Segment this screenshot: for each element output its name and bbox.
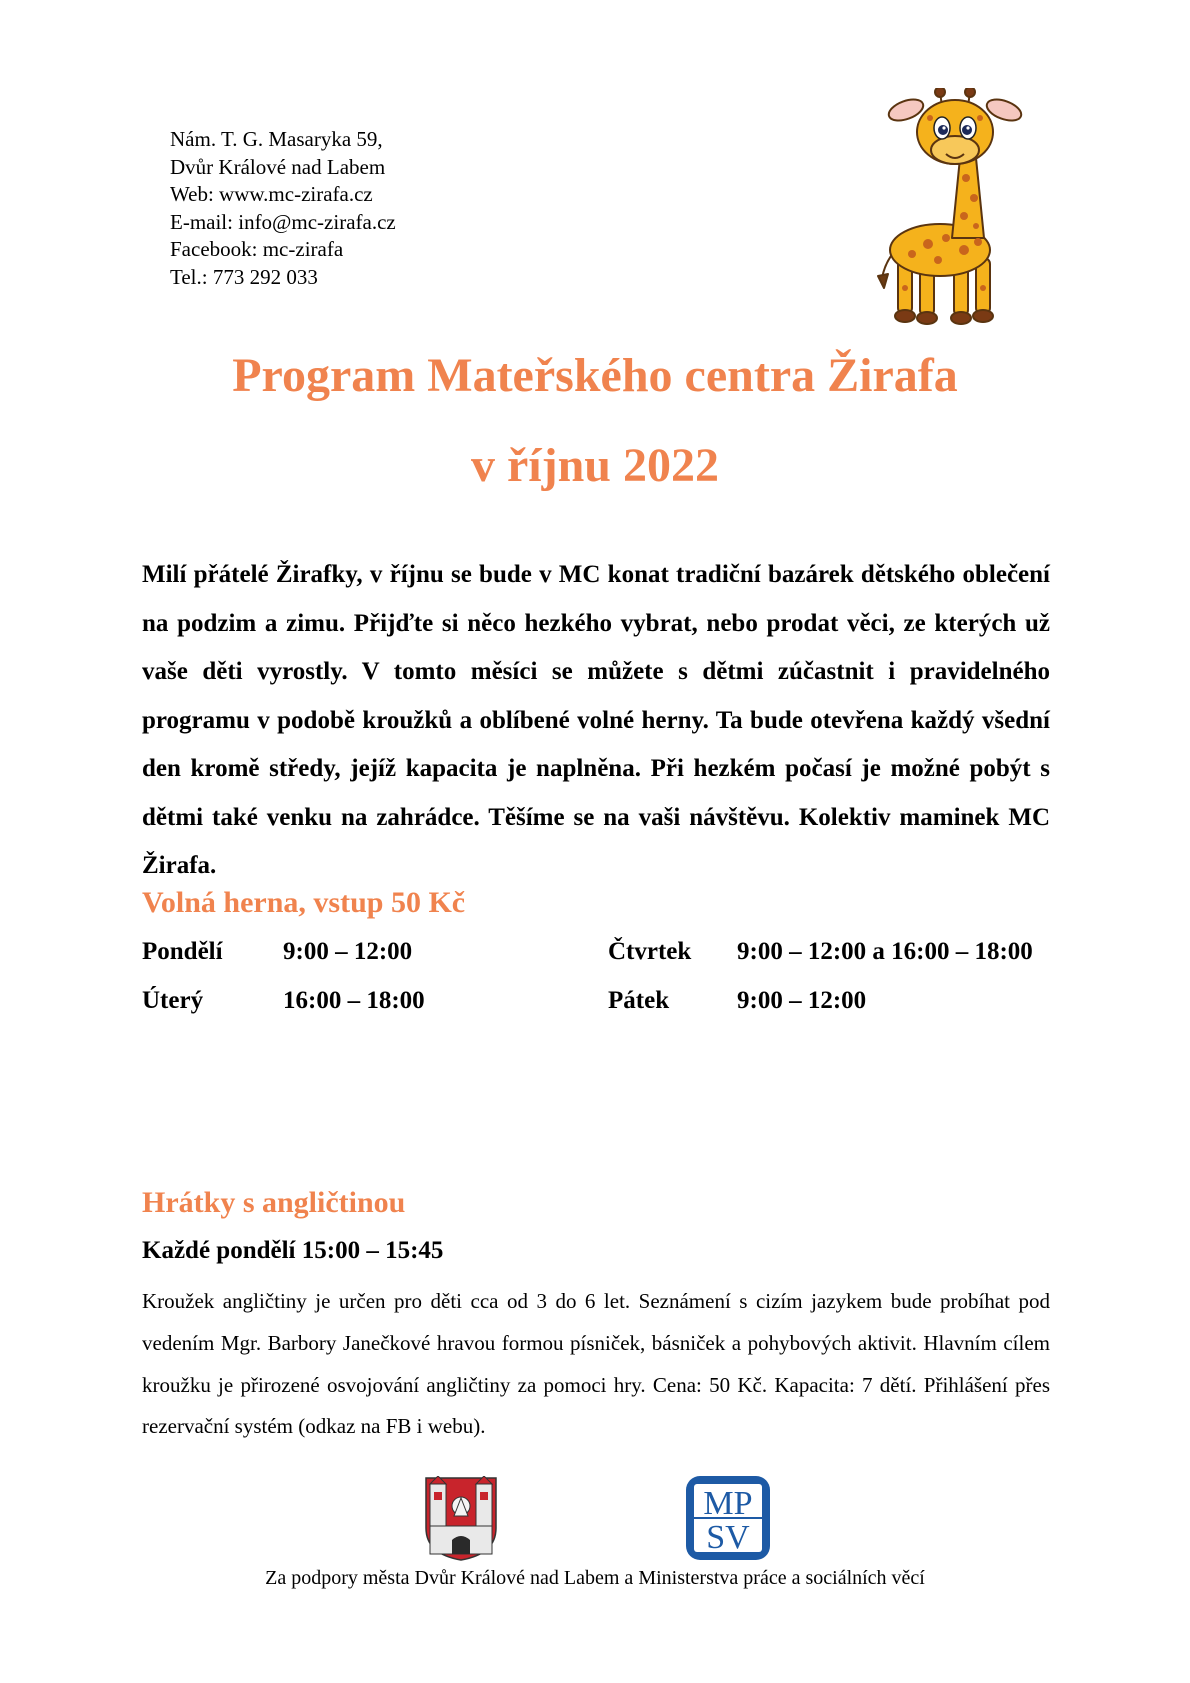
schedule-day: Pátek [608, 987, 670, 1014]
contact-block [170, 126, 396, 292]
town-crest-icon [424, 1476, 498, 1562]
schedule-time: 16:00 – 18:00 [283, 987, 425, 1014]
email-link[interactable]: E-mail: info@mc-zirafa.cz [170, 209, 396, 234]
english-heading: Hrátky s angličtinou [142, 1186, 406, 1219]
footer-sponsors: Za podpory města Dvůr Králové nad Labem a Ministerstva práce a sociálních věcí [265, 1567, 925, 1589]
schedule-time: 9:00 – 12:00 [283, 938, 413, 965]
mpsv-logo-bottom: SV [706, 1519, 750, 1556]
address-line-1: Nám. T. G. Masaryka 59, [170, 127, 383, 151]
english-schedule: Každé pondělí 15:00 – 15:45 [142, 1237, 444, 1264]
schedule-time: 9:00 – 12:00 a 16:00 – 18:00 [737, 938, 1033, 965]
schedule-day: Úterý [142, 987, 204, 1014]
schedule-day: Čtvrtek [608, 938, 692, 965]
page-subtitle: v říjnu 2022 [470, 439, 719, 492]
facebook-link[interactable]: Facebook: mc-zirafa [170, 237, 344, 262]
mpsv-logo-icon [684, 1474, 772, 1562]
schedule-day: Pondělí [142, 938, 223, 965]
intro-paragraph: Milí přátelé Žirafky, v říjnu se bude v MC konat tradiční bazárek dětského oblečení na podzim a zimu. Přijďte si něco hezkého vybrat, nebo prodat věci, ze kterých už vaše děti vyrostly. V tomto měsíci se můžete s dětmi zúčastnit i pravidelného programu v podobě kroužků a oblíbené volné herny. Ta bude otevřena každý všední den kromě středy, jejíž kapacita je naplněna. Při hezkém počasí je možné pobýt s dětmi také venku na zahrádce. Těšíme se na vaši návštěvu. Kolektiv maminek MC Žirafa. [142, 561, 1050, 879]
playroom-heading: Volná herna, vstup 50 Kč [142, 886, 466, 919]
address-line-2: Dvůr Králové nad Labem [170, 154, 386, 179]
schedule-time: 9:00 – 12:00 [737, 987, 867, 1014]
page-title: Program Mateřského centra Žirafa [232, 349, 958, 402]
giraffe-icon [868, 88, 1028, 328]
mpsv-logo-top: MP [703, 1485, 753, 1522]
phone-number: Tel.: 773 292 033 [170, 264, 318, 289]
web-link[interactable]: Web: www.mc-zirafa.cz [170, 182, 373, 207]
english-description: Kroužek angličtiny je určen pro děti cca od 3 do 6 let. Seznámení s cizím jazykem bude probíhat pod vedením Mgr. Barbory Janečkové hravou formou písniček, básniček a pohybových aktivit. Hlavním cílem kroužku je přirozené osvojování angličtiny za pomoci hry. Cena: 50 Kč. Kapacita: 7 dětí. Přihlášení přes rezervační systém (odkaz na FB i webu). [142, 1289, 1050, 1439]
